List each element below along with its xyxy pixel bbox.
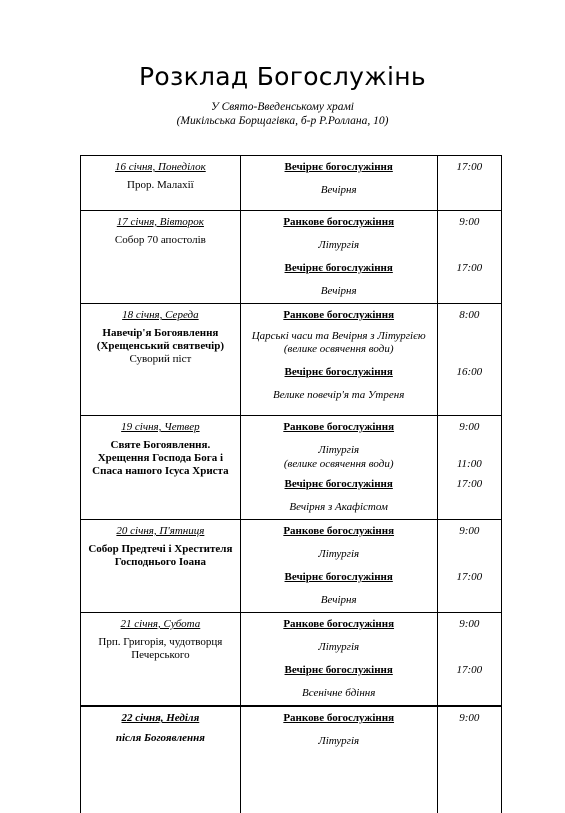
day-saint: Навечір'я Богоявлення (Хрещенський святвечір)	[96, 327, 224, 352]
service-time: 9:00	[459, 216, 480, 228]
day-date: 22 січня, Неділя	[121, 712, 200, 724]
page-title: Розклад Богослужінь	[139, 62, 426, 91]
service-time: 9:00	[459, 525, 480, 537]
service-detail: Літургія	[318, 735, 360, 747]
service-time: 17:00	[456, 571, 483, 583]
times-cell	[437, 416, 501, 520]
service-detail: Всенічне бдіння	[302, 687, 376, 699]
services-cell	[240, 211, 437, 304]
service-time: 9:00	[459, 421, 480, 433]
service-time: 11:00	[456, 458, 482, 470]
day-row	[81, 416, 502, 520]
subtitle-address: (Микільська Борщагівка, б-р Р.Роллана, 10)	[176, 115, 389, 127]
service-detail: Велике повечір'я та Утреня	[273, 389, 405, 401]
times-cell	[437, 304, 501, 416]
service-detail: Літургія	[318, 548, 360, 560]
service-name: Ранкове богослужіння	[283, 309, 395, 321]
day-saint: Святе Богоявлення. Хрещення Господа Бога і Спаса нашого Ісуса Христа	[92, 439, 229, 477]
day-row	[81, 156, 502, 211]
day-row	[81, 211, 502, 304]
service-name: Ранкове богослужіння	[283, 618, 395, 630]
times-cell	[437, 613, 501, 707]
day-row	[81, 613, 502, 707]
day-cell	[81, 211, 241, 304]
day-date: 21 січня, Субота	[120, 618, 201, 630]
services-cell	[240, 520, 437, 613]
service-detail: Вечірня з Акафістом	[289, 501, 388, 513]
day-cell	[81, 613, 241, 707]
day-cell	[81, 520, 241, 613]
service-name: Вечірнє богослужіння	[284, 664, 393, 676]
day-fast-note: Суворий піст	[129, 353, 192, 365]
service-time: 17:00	[456, 664, 483, 676]
service-time: 8:00	[459, 309, 480, 321]
day-date: 19 січня, Четвер	[121, 421, 200, 433]
service-name: Вечірнє богослужіння	[284, 571, 393, 583]
day-saint: після Богоявлення	[115, 732, 205, 744]
day-saint: Собор Предтечі і Хрестителя Господнього Іоана	[88, 543, 233, 568]
service-name: Ранкове богослужіння	[283, 421, 395, 433]
service-time: 9:00	[459, 618, 480, 630]
day-row	[81, 304, 502, 416]
service-detail-note: (велике освячення води)	[283, 458, 394, 470]
day-row	[81, 520, 502, 613]
day-saint: Собор 70 апостолів	[114, 234, 206, 246]
service-name: Ранкове богослужіння	[283, 216, 395, 228]
services-cell	[240, 613, 437, 707]
service-time: 16:00	[456, 366, 483, 378]
service-name: Вечірнє богослужіння	[284, 478, 393, 490]
day-cell	[81, 304, 241, 416]
day-saint: Прор. Малахії	[127, 179, 194, 191]
times-cell	[437, 211, 501, 304]
day-saint: Прп. Григорія, чудотворця Печерського	[98, 636, 223, 661]
service-time: 17:00	[456, 478, 483, 490]
day-row	[81, 706, 502, 813]
times-cell	[437, 520, 501, 613]
service-detail: Вечірня	[320, 594, 357, 606]
day-date: 20 січня, П'ятниця	[116, 525, 205, 537]
day-date: 17 січня, Вівторок	[116, 216, 204, 228]
service-name: Ранкове богослужіння	[283, 525, 395, 537]
service-name: Вечірнє богослужіння	[284, 161, 393, 173]
day-cell	[81, 156, 241, 211]
service-detail: Вечірня	[320, 184, 357, 196]
services-cell	[240, 156, 437, 211]
service-name: Ранкове богослужіння	[283, 712, 395, 724]
service-time: 17:00	[456, 262, 483, 274]
day-date: 16 січня, Понеділок	[115, 161, 206, 173]
services-cell	[240, 304, 437, 416]
times-cell	[437, 706, 501, 813]
service-detail: Вечірня	[320, 285, 357, 297]
day-cell	[81, 416, 241, 520]
schedule-table	[80, 155, 502, 813]
service-detail: Літургія	[318, 239, 360, 251]
services-cell	[240, 416, 437, 520]
service-time: 9:00	[459, 712, 480, 724]
service-name: Вечірнє богослужіння	[284, 366, 393, 378]
day-date: 18 січня, Середа	[122, 309, 199, 321]
day-cell	[81, 706, 241, 813]
service-time: 17:00	[456, 161, 483, 173]
services-cell	[240, 706, 437, 813]
subtitle-church: У Свято-Введенському храмі	[210, 101, 354, 113]
service-detail: Царські часи та Вечірня з Літургією (велике освячення води)	[251, 330, 426, 355]
service-detail: Літургія	[318, 641, 360, 653]
service-detail: Літургія	[318, 444, 360, 456]
times-cell	[437, 156, 501, 211]
service-name: Вечірнє богослужіння	[284, 262, 393, 274]
